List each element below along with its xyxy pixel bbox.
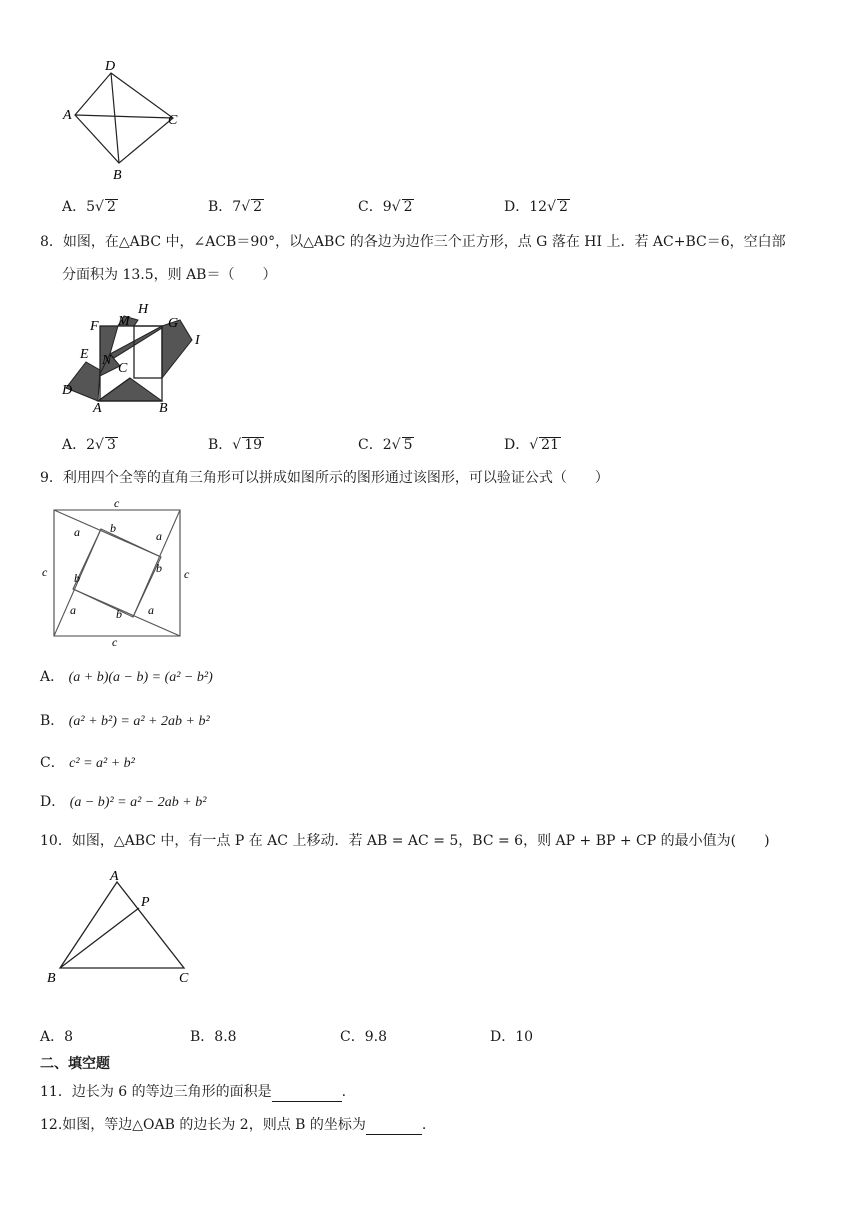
q10-label-a: A [110, 869, 119, 884]
q7-label-c: C [168, 113, 178, 128]
q8-option-d[interactable]: D．√ 21 [504, 437, 559, 453]
q12-answer-blank[interactable] [366, 1120, 422, 1135]
q8-label-i: I [195, 333, 200, 348]
q9-label-b4: b [116, 607, 122, 621]
q8-label-a: A [93, 401, 102, 416]
q9-label-c-right: c [184, 567, 190, 581]
q8-label-f: F [90, 319, 99, 334]
q10-figure [42, 866, 202, 990]
q10-option-b[interactable]: B．8.8 [190, 1029, 237, 1045]
q7-label-b: B [113, 168, 122, 183]
q8-option-c[interactable]: C．2√ 5 [358, 437, 413, 453]
q8-label-d: D [62, 383, 73, 398]
q12-stem: 12.如图，等边△OAB 的边长为 2，则点 B 的坐标为 . [40, 1117, 427, 1133]
q9-option-a[interactable]: A． (a + b)(a − b) = (a² − b²) [40, 669, 213, 685]
q9-stem: 9．利用四个全等的直角三角形可以拼成如图所示的图形通过该图形，可以验证公式（ ） [40, 470, 609, 486]
q7-option-d[interactable]: D．12√ 2 [504, 199, 568, 215]
q9-label-b1: b [110, 521, 116, 535]
section-title: 二、填空题 [40, 1056, 110, 1072]
q7-option-c[interactable]: C．9√ 2 [358, 199, 413, 215]
q8-stem-line2: 分面积为 13.5，则 AB＝（ ） [62, 267, 277, 283]
q9-option-c[interactable]: C． c² = a² + b² [40, 755, 135, 771]
q7-label-d: D [105, 59, 116, 74]
q10-option-c[interactable]: C．9.8 [340, 1029, 387, 1045]
q9-label-a2: a [156, 529, 162, 543]
q10-option-d[interactable]: D．10 [490, 1029, 534, 1045]
q7-figure [60, 55, 190, 185]
q11-answer-blank[interactable] [272, 1087, 342, 1102]
q8-label-e: E [80, 347, 89, 362]
q8-option-b[interactable]: B．√ 19 [208, 437, 263, 453]
q7-label-a: A [63, 108, 72, 123]
q8-option-a[interactable]: A．2√ 3 [62, 437, 116, 453]
q9-label-a1: a [74, 525, 80, 539]
q9-label-b3: b [74, 571, 80, 585]
q9-label-b2: b [156, 561, 162, 575]
q9-label-a4: a [148, 603, 154, 617]
q9-label-a3: a [70, 603, 76, 617]
q8-label-b: B [159, 401, 168, 416]
q8-figure [58, 298, 218, 416]
q8-stem-line1: 8．如图，在△ABC 中，∠ACB＝90°，以△ABC 的各边为边作三个正方形，点 G 落在 HI 上．若 AC+BC＝6，空白部 [40, 234, 786, 250]
q8-label-n: N [102, 353, 112, 368]
q9-figure [40, 496, 200, 648]
q8-label-g: G [168, 316, 179, 331]
q9-label-c-top: c [114, 496, 120, 510]
q7-option-b[interactable]: B．7√ 2 [208, 199, 263, 215]
q8-label-m: M [118, 314, 130, 329]
q9-label-c-left: c [42, 565, 48, 579]
q8-label-c: C [118, 361, 128, 376]
q9-option-b[interactable]: B． (a² + b²) = a² + 2ab + b² [40, 713, 210, 729]
q8-label-h: H [138, 302, 149, 317]
q7-option-a[interactable]: A．5√ 2 [62, 199, 116, 215]
q10-label-c: C [179, 971, 189, 986]
q9-label-c-bottom: c [112, 635, 118, 648]
q10-stem: 10．如图，△ABC 中，有一点 P 在 AC 上移动．若 AB = AC = 5，BC = 6，则 AP + BP + CP 的最小值为( ) [40, 833, 770, 849]
q10-option-a[interactable]: A．8 [40, 1029, 74, 1045]
q10-label-p: P [141, 895, 150, 910]
q10-label-b: B [47, 971, 56, 986]
q9-option-d[interactable]: D． (a − b)² = a² − 2ab + b² [40, 794, 207, 810]
q11-stem: 11．边长为 6 的等边三角形的面积是 . [40, 1084, 347, 1100]
